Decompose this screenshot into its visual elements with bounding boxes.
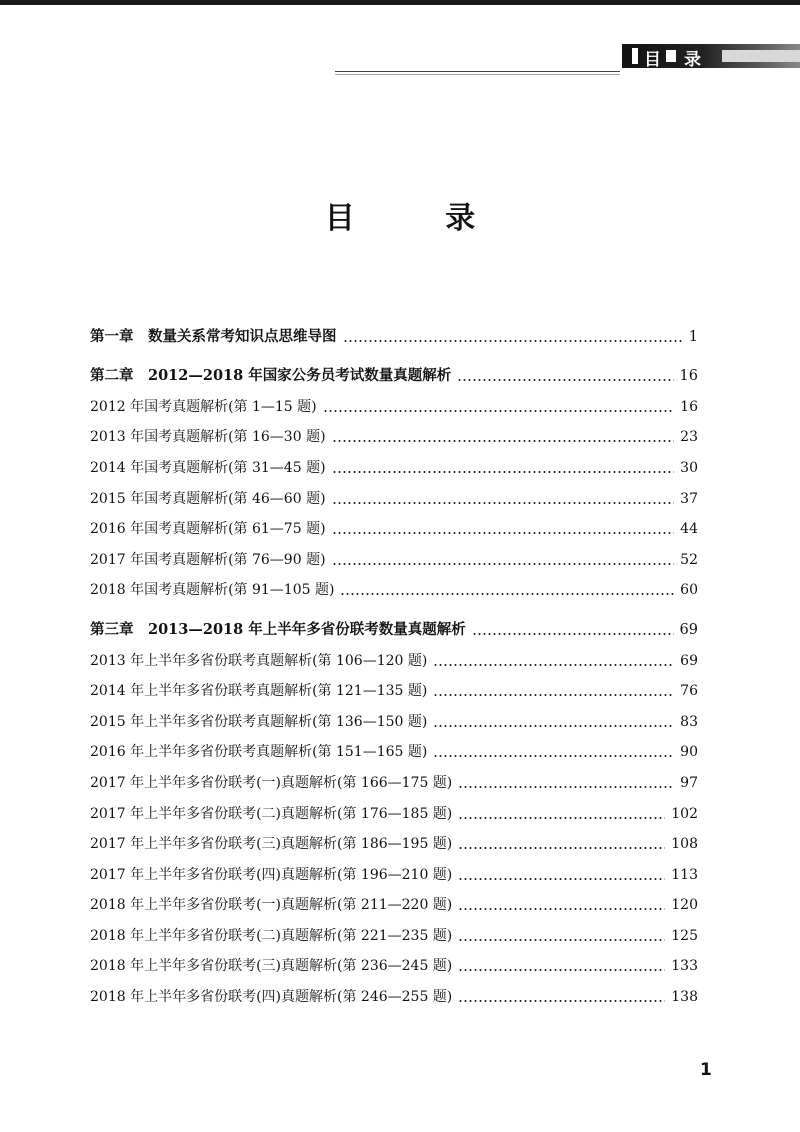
header-rule-secondary [335, 74, 620, 75]
toc-page-number: 30 [680, 459, 698, 476]
toc-entry-title: 2018 年上半年多省份联考(二)真题解析(第 221—235 题) [90, 927, 453, 944]
toc-entry[interactable] [90, 670, 698, 701]
toc-page-number: 97 [680, 774, 698, 791]
toc-page-number: 69 [679, 621, 698, 638]
page-title: 目 录 [324, 201, 516, 236]
dot-leader [433, 694, 674, 696]
toc-entry[interactable] [90, 385, 698, 416]
toc-entry-title: 2017 年国考真题解析(第 76—90 题) [90, 551, 326, 568]
toc-page-number: 108 [671, 836, 698, 853]
toc-entry-title: 2016 年上半年多省份联考真题解析(第 151—165 题) [90, 744, 428, 761]
toc-entry[interactable] [90, 761, 698, 792]
toc-entry-title: 2014 年上半年多省份联考真题解析(第 121—135 题) [90, 683, 428, 700]
toc-entry[interactable] [90, 569, 698, 600]
dot-leader [343, 340, 683, 342]
toc-entry[interactable] [90, 639, 698, 670]
dot-leader [458, 939, 665, 941]
toc-entry[interactable] [90, 416, 698, 447]
dot-leader [458, 908, 665, 910]
toc-page-number: 83 [680, 713, 698, 730]
toc-chapter-entry[interactable] [90, 608, 698, 639]
toc-page-number: 113 [671, 866, 698, 883]
toc-chapter-entry[interactable] [90, 315, 698, 346]
dot-leader [332, 502, 675, 504]
header-tab-square [666, 50, 676, 62]
header-tab-label-2: 录 [684, 50, 701, 70]
dot-leader [458, 786, 674, 788]
toc-page-number: 16 [679, 368, 698, 385]
toc-entry[interactable] [90, 477, 698, 508]
running-header-tab [622, 44, 800, 68]
dot-leader [323, 410, 675, 412]
toc-page-number: 23 [680, 429, 698, 446]
toc-page-number: 60 [680, 582, 698, 599]
toc-entry-title: 2015 年国考真题解析(第 46—60 题) [90, 490, 326, 507]
toc-entry[interactable] [90, 975, 698, 1006]
dot-leader [458, 817, 665, 819]
toc-page-number: 37 [680, 490, 698, 507]
toc-entry[interactable] [90, 731, 698, 762]
toc-page-number: 138 [671, 989, 698, 1006]
toc-page-number: 120 [671, 897, 698, 914]
toc-entry[interactable] [90, 945, 698, 976]
toc-entry[interactable] [90, 538, 698, 569]
toc-entry-title: 第三章 2013—2018 年上半年多省份联考数量真题解析 [90, 620, 466, 638]
page-number: 1 [700, 1060, 712, 1080]
toc-entry[interactable] [90, 823, 698, 854]
toc-entry-title: 2018 年上半年多省份联考(一)真题解析(第 211—220 题) [90, 897, 453, 914]
toc-entry-title: 2017 年上半年多省份联考(三)真题解析(第 186—195 题) [90, 836, 453, 853]
dot-leader [332, 471, 675, 473]
dot-leader [332, 532, 675, 534]
table-of-contents [90, 315, 698, 1006]
toc-entry[interactable] [90, 884, 698, 915]
toc-page-number: 76 [680, 683, 698, 700]
toc-entry-title: 2018 年上半年多省份联考(四)真题解析(第 246—255 题) [90, 989, 453, 1006]
toc-entry[interactable] [90, 700, 698, 731]
toc-entry-title: 第二章 2012—2018 年国家公务员考试数量真题解析 [90, 367, 452, 385]
toc-page-number: 52 [680, 551, 698, 568]
toc-entry-title: 2017 年上半年多省份联考(四)真题解析(第 196—210 题) [90, 866, 453, 883]
dot-leader [458, 847, 665, 849]
header-tab-label-1: 目 [644, 50, 661, 70]
toc-page-number: 44 [680, 521, 698, 538]
section-gap [90, 599, 698, 608]
toc-entry[interactable] [90, 508, 698, 539]
dot-leader [458, 969, 665, 971]
dot-leader [458, 878, 665, 880]
section-gap [90, 346, 698, 355]
dot-leader [433, 664, 674, 666]
dot-leader [433, 725, 674, 727]
header-tab-marker [632, 48, 638, 64]
toc-page-number: 90 [680, 744, 698, 761]
dot-leader [332, 563, 675, 565]
toc-entry-title: 2015 年上半年多省份联考真题解析(第 136—150 题) [90, 713, 428, 730]
toc-entry-title: 2017 年上半年多省份联考(二)真题解析(第 176—185 题) [90, 805, 453, 822]
toc-page-number: 1 [688, 328, 698, 345]
dot-leader [433, 755, 674, 757]
toc-entry[interactable] [90, 446, 698, 477]
toc-entry[interactable] [90, 792, 698, 823]
toc-entry-title: 2013 年上半年多省份联考真题解析(第 106—120 题) [90, 652, 428, 669]
toc-page-number: 125 [671, 927, 698, 944]
toc-entry-title: 第一章 数量关系常考知识点思维导图 [90, 327, 337, 345]
toc-chapter-entry[interactable] [90, 355, 698, 386]
toc-entry-title: 2017 年上半年多省份联考(一)真题解析(第 166—175 题) [90, 774, 453, 791]
toc-entry-title: 2018 年国考真题解析(第 91—105 题) [90, 582, 335, 599]
dot-leader [458, 1000, 665, 1002]
toc-entry-title: 2013 年国考真题解析(第 16—30 题) [90, 429, 326, 446]
toc-entry[interactable] [90, 914, 698, 945]
toc-entry-title: 2016 年国考真题解析(第 61—75 题) [90, 521, 326, 538]
toc-page-number: 102 [671, 805, 698, 822]
dot-leader [472, 633, 674, 635]
header-rule [335, 71, 620, 72]
header-tab-gradient [722, 50, 800, 62]
toc-entry-title: 2018 年上半年多省份联考(三)真题解析(第 236—245 题) [90, 958, 453, 975]
dot-leader [340, 593, 674, 595]
toc-entry[interactable] [90, 853, 698, 884]
toc-entry-title: 2014 年国考真题解析(第 31—45 题) [90, 459, 326, 476]
dot-leader [332, 440, 675, 442]
top-border [0, 0, 800, 5]
toc-entry-title: 2012 年国考真题解析(第 1—15 题) [90, 398, 317, 415]
toc-page-number: 69 [680, 652, 698, 669]
toc-page-number: 16 [680, 398, 698, 415]
dot-leader [457, 379, 673, 381]
toc-page-number: 133 [671, 958, 698, 975]
